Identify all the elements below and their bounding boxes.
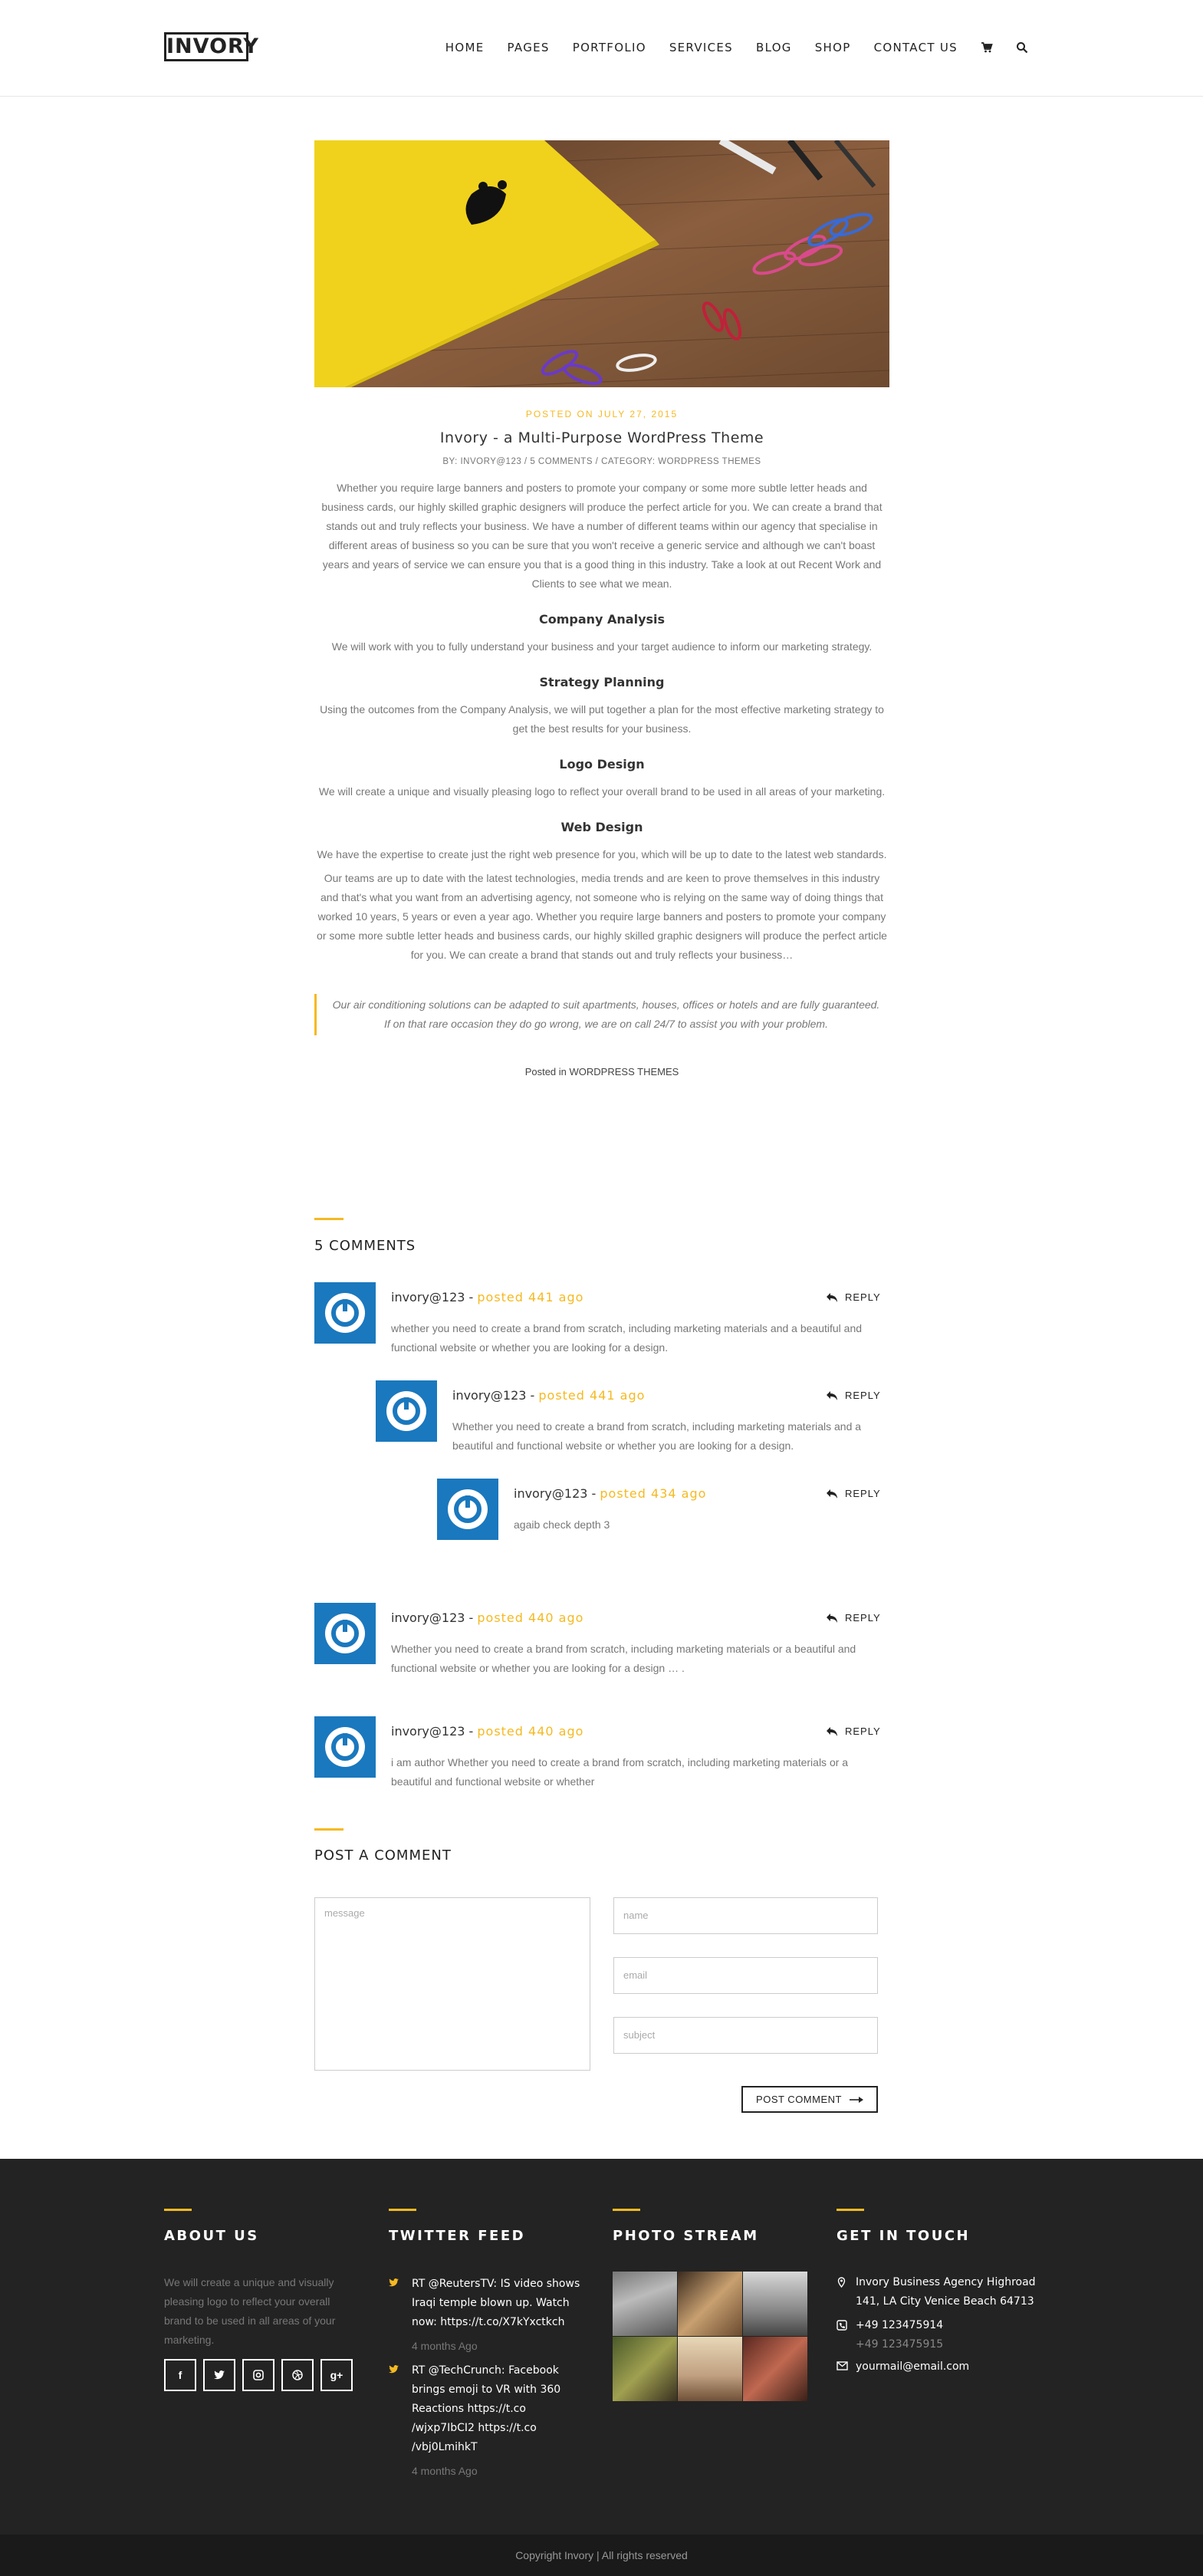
reply-button[interactable] bbox=[827, 1612, 881, 1624]
post-comment-label: POST COMMENT bbox=[756, 2094, 842, 2105]
reply-button[interactable] bbox=[827, 1291, 881, 1303]
instagram-icon[interactable] bbox=[242, 2359, 274, 2391]
photo-thumbnail[interactable] bbox=[743, 2272, 807, 2336]
reply-icon bbox=[827, 1489, 837, 1499]
footer-about bbox=[164, 2209, 363, 2391]
mail-icon bbox=[837, 2361, 848, 2370]
subject-placeholder: subject bbox=[623, 2029, 656, 2041]
comment-text: i am author Whether you need to create a brand from scratch, including marketing materials or a beautiful and functional website or whether bbox=[391, 1756, 849, 1788]
photo-thumbnail[interactable] bbox=[678, 2272, 742, 2336]
reply-icon bbox=[827, 1614, 837, 1623]
avatar bbox=[437, 1479, 498, 1540]
subject-input[interactable] bbox=[613, 2017, 878, 2054]
tweet-text[interactable]: RT @TechCrunch: Facebook brings emoji to VR with 360 Reactions https://t.co /wjxp7IbCI2 https://t.co /vbj0LmihkT bbox=[412, 2364, 561, 2453]
message-placeholder: message bbox=[324, 1907, 365, 1919]
comments-accent-bar bbox=[314, 1218, 343, 1220]
comment-header bbox=[391, 1290, 583, 1304]
tweet-time: 4 months Ago bbox=[412, 2340, 478, 2352]
email-placeholder: email bbox=[623, 1969, 648, 1981]
nav-services[interactable]: SERVICES bbox=[669, 41, 733, 54]
contact-phone-2: +49 123475915 bbox=[856, 2338, 944, 2351]
copyright-text: Copyright Invory | All rights reserved bbox=[515, 2549, 688, 2561]
site-header bbox=[0, 0, 1203, 97]
cart-icon[interactable] bbox=[981, 41, 993, 54]
footer-accent-bar bbox=[164, 2209, 192, 2211]
comment-text: Whether you need to create a brand from scratch, including marketing materials and a beautiful and functional website or whether you are looking for a design. bbox=[452, 1420, 862, 1452]
contact-email bbox=[837, 2357, 1044, 2377]
post-blockquote: Our air conditioning solutions can be adapted to suit apartments, houses, offices or hotels and are fully guaranteed. If on that rare occasion they do go wrong, we are on call 24/7 to assist you with your problem. bbox=[314, 994, 889, 1035]
comment-author[interactable]: invory@123 - bbox=[514, 1486, 600, 1501]
reply-button[interactable] bbox=[827, 1488, 881, 1499]
photo-grid bbox=[613, 2272, 812, 2401]
post-byline: BY: INVORY@123 / 5 COMMENTS / CATEGORY: WORDPRESS THEMES bbox=[442, 457, 761, 466]
nav-pages[interactable]: PAGES bbox=[507, 41, 550, 54]
comment bbox=[376, 1380, 882, 1457]
nav-home[interactable]: HOME bbox=[445, 41, 485, 54]
footer-photo-stream bbox=[613, 2209, 812, 2401]
contact-phone bbox=[837, 2316, 1044, 2354]
contact-phone-1: +49 123475914 bbox=[856, 2319, 944, 2331]
dribbble-icon[interactable] bbox=[281, 2359, 314, 2391]
comment-date: posted 440 ago bbox=[477, 1724, 584, 1739]
reply-icon bbox=[827, 1293, 837, 1302]
post-featured-image bbox=[314, 140, 889, 387]
contact-email-text[interactable]: yourmail@email.com bbox=[856, 2361, 970, 2373]
comment bbox=[314, 1603, 882, 1679]
form-accent-bar bbox=[314, 1828, 343, 1831]
twitter-icon[interactable] bbox=[203, 2359, 235, 2391]
comment-author[interactable]: invory@123 - bbox=[391, 1610, 478, 1625]
post-category bbox=[314, 1066, 889, 1077]
section-text: We have the expertise to create just the right web presence for you, which will be up to date to the latest web standards. bbox=[317, 848, 887, 860]
comment-header bbox=[514, 1486, 706, 1501]
tweet-text[interactable]: RT @ReutersTV: IS video shows Iraqi temple blown up. Watch now: https://t.co/X7kYxctkch bbox=[412, 2278, 580, 2328]
search-icon[interactable] bbox=[1016, 41, 1028, 54]
facebook-icon[interactable]: f bbox=[164, 2359, 196, 2391]
comment bbox=[314, 1282, 882, 1359]
post-closing: Our teams are up to date with the latest technologies, media trends and are keen to prove themselves in this industry and that's what you want from an advertising agency, not someone who is relying on the same way of doing things that worked 10 years, 5 years or even a year ago. Whether you require large banners and posters to promote your company or some more subtle letter heads and business cards, our highly skilled graphic designers will produce the perfect article for you. We can create a brand that stands out and truly reflects your business… bbox=[317, 872, 887, 961]
section-text: We will work with you to fully understand your business and your target audience to inform our marketing strategy. bbox=[331, 640, 873, 653]
comment bbox=[314, 1716, 882, 1793]
twitter-bird-icon bbox=[389, 2365, 399, 2374]
comment bbox=[437, 1479, 882, 1548]
comment-author[interactable]: invory@123 - bbox=[391, 1724, 478, 1739]
reply-label: REPLY bbox=[845, 1612, 881, 1624]
nav-contact-us[interactable]: CONTACT US bbox=[873, 41, 958, 54]
section-heading: Company Analysis bbox=[538, 612, 666, 627]
social-links bbox=[164, 2359, 363, 2391]
comment-text: Whether you need to create a brand from scratch, including marketing materials or a beautiful and functional website or whether you are looking for a design … . bbox=[391, 1643, 856, 1674]
arrow-right-icon bbox=[850, 2097, 863, 2103]
photo-thumbnail[interactable] bbox=[613, 2337, 677, 2401]
post-comment-button[interactable] bbox=[741, 2086, 878, 2113]
comment-header bbox=[391, 1724, 583, 1739]
blog-post bbox=[314, 140, 889, 1077]
form-title: POST A COMMENT bbox=[314, 1847, 452, 1864]
email-input[interactable] bbox=[613, 1957, 878, 1994]
nav-blog[interactable]: BLOG bbox=[755, 41, 792, 54]
phone-icon bbox=[837, 2320, 847, 2331]
section-text: We will create a unique and visually pleasing logo to reflect your overall brand to be used in all areas of your marketing. bbox=[318, 785, 886, 798]
comment-author[interactable]: invory@123 - bbox=[391, 1290, 478, 1304]
category-link[interactable]: WORDPRESS THEMES bbox=[569, 1066, 679, 1077]
comment-author[interactable]: invory@123 - bbox=[452, 1388, 539, 1403]
tweet-time: 4 months Ago bbox=[412, 2465, 478, 2477]
comment-date: posted 441 ago bbox=[477, 1290, 584, 1304]
nav-shop[interactable]: SHOP bbox=[814, 41, 851, 54]
footer-accent-bar bbox=[837, 2209, 864, 2211]
reply-button[interactable] bbox=[827, 1390, 881, 1401]
avatar bbox=[314, 1282, 376, 1344]
footer-accent-bar bbox=[389, 2209, 416, 2211]
section-heading: Logo Design bbox=[559, 757, 645, 771]
contact-address-text: Invory Business Agency Highroad 141, LA City Venice Beach 64713 bbox=[856, 2276, 1036, 2308]
footer-about-text: We will create a unique and visually pleasing logo to reflect your overall brand to be used in all areas of your marketing. bbox=[164, 2276, 336, 2346]
message-textarea[interactable] bbox=[314, 1897, 590, 2071]
reply-label: REPLY bbox=[845, 1488, 881, 1499]
photo-thumbnail[interactable] bbox=[613, 2272, 677, 2336]
name-placeholder: name bbox=[623, 1910, 649, 1921]
comment-header bbox=[452, 1388, 645, 1403]
post-date: POSTED ON JULY 27, 2015 bbox=[525, 409, 679, 419]
comments-title: 5 COMMENTS bbox=[314, 1238, 416, 1254]
nav-portfolio[interactable]: PORTFOLIO bbox=[572, 41, 646, 54]
comment-date: posted 441 ago bbox=[538, 1388, 646, 1403]
reply-label: REPLY bbox=[845, 1291, 881, 1303]
footer-photos-title: PHOTO STREAM bbox=[613, 2228, 759, 2244]
footer-twitter-title: TWITTER FEED bbox=[389, 2228, 526, 2244]
footer-contact bbox=[837, 2209, 1044, 2377]
reply-button[interactable] bbox=[827, 1726, 881, 1737]
avatar bbox=[314, 1716, 376, 1778]
comment-text: agaib check depth 3 bbox=[514, 1518, 610, 1531]
photo-thumbnail[interactable] bbox=[678, 2337, 742, 2401]
reply-icon bbox=[827, 1391, 837, 1400]
avatar bbox=[314, 1603, 376, 1664]
avatar bbox=[376, 1380, 437, 1442]
posted-in-label: Posted in bbox=[524, 1066, 570, 1077]
main-nav bbox=[445, 38, 1028, 57]
post-title[interactable]: Invory - a Multi-Purpose WordPress Theme bbox=[439, 429, 764, 446]
site-footer bbox=[0, 2159, 1203, 2535]
comment-text: whether you need to create a brand from scratch, including marketing materials and a beautiful and functional website or whether you are looking for a design. bbox=[391, 1322, 863, 1354]
comment-header bbox=[391, 1610, 583, 1625]
section-heading: Web Design bbox=[560, 820, 643, 834]
comment-date: posted 434 ago bbox=[600, 1486, 707, 1501]
copyright-bar bbox=[0, 2535, 1203, 2576]
contact-address bbox=[837, 2273, 1044, 2311]
footer-accent-bar bbox=[613, 2209, 640, 2211]
site-logo[interactable]: INVORY bbox=[164, 32, 248, 61]
reply-icon bbox=[827, 1727, 837, 1736]
google-plus-icon[interactable]: g+ bbox=[320, 2359, 353, 2391]
post-intro: Whether you require large banners and posters to promote your company or some more subtle letter heads and business cards, our highly skilled graphic designers will produce the perfect article for you. We can create a brand that stands out and truly reflects your business. We have a number of different teams within our agency that specialise in different areas of business so you can be sure that you won't receive a generic service and although we can't boast years and years of service we can ensure you that is a good thing in this industry. Take a look at out Recent Work and Clients to see what we mean. bbox=[321, 482, 883, 590]
footer-contact-title: GET IN TOUCH bbox=[837, 2228, 971, 2244]
reply-label: REPLY bbox=[845, 1726, 881, 1737]
section-text: Using the outcomes from the Company Analysis, we will put together a plan for the most effective marketing strategy to get the best results for your business. bbox=[320, 703, 884, 735]
footer-twitter bbox=[389, 2209, 588, 2477]
map-pin-icon bbox=[837, 2277, 846, 2288]
reply-label: REPLY bbox=[845, 1390, 881, 1401]
footer-about-title: ABOUT US bbox=[164, 2228, 259, 2244]
comment-date: posted 440 ago bbox=[477, 1610, 584, 1625]
tweet-item bbox=[389, 2275, 588, 2352]
section-heading: Strategy Planning bbox=[539, 675, 665, 689]
tweet-item bbox=[389, 2361, 588, 2477]
twitter-bird-icon bbox=[389, 2278, 399, 2287]
photo-thumbnail[interactable] bbox=[743, 2337, 807, 2401]
name-input[interactable] bbox=[613, 1897, 878, 1934]
